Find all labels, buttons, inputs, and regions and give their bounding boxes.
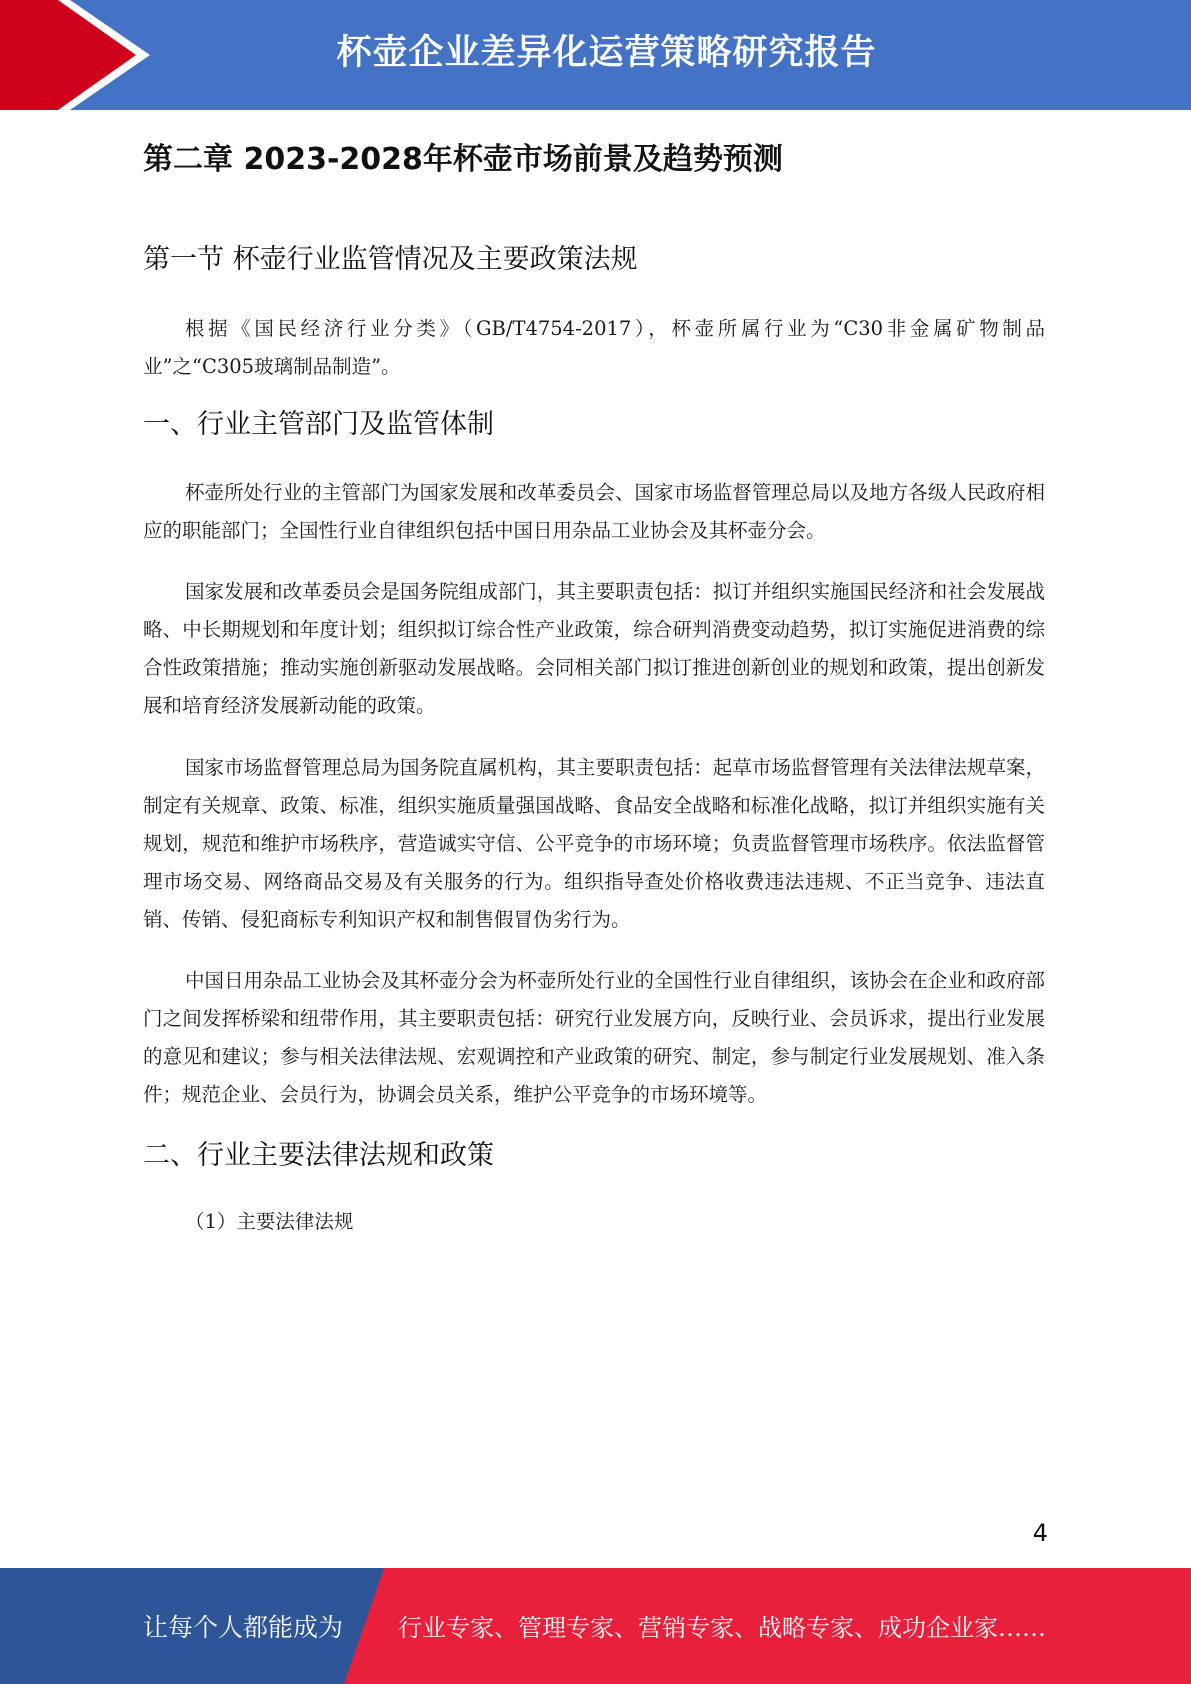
page-number: 4: [1032, 1519, 1048, 1547]
paragraph-authorities: 杯壶所处行业的主管部门为国家发展和改革委员会、国家市场监督管理总局以及地方各级人民政府相应的职能部门；全国性行业自律组织包括中国日用杂品工业协会及其杯壶分会。: [143, 481, 1045, 542]
paragraph-ndrc: 国家发展和改革委员会是国务院组成部门，其主要职责包括：拟订并组织实施国民经济和社会发展战略、中长期规划和年度计划；组织拟订综合性产业政策，综合研判消费变动趋势，拟订实施促进消费的综合性政策措施；推动实施创新驱动发展战略。会同相关部门拟订推进创新创业的规划和政策，提出创新发展和培育经济发展新动能的政策。: [143, 580, 1045, 717]
footer-slogan-left: 让每个人都能成为: [143, 1613, 344, 1642]
paragraph-association: 中国日用杂品工业协会及其杯壶分会为杯壶所处行业的全国性行业自律组织，该协会在企业和政府部门之间发挥桥梁和纽带作用，其主要职责包括：研究行业发展方向，反映行业、会员诉求，提出行业发展的意见和建议；参与相关法律法规、宏观调控和产业政策的研究、制定，参与制定行业发展规划、准入条件；规范企业、会员行为，协调会员关系，维护公平竞争的市场环境等。: [143, 969, 1045, 1106]
report-title: 杯壶企业差异化运营策略研究报告: [336, 33, 877, 73]
header-banner: [0, 0, 1191, 110]
heading-regulatory-authorities: 一、行业主管部门及监管体制: [143, 409, 494, 440]
list-item-main-laws: （1）主要法律法规: [185, 1210, 354, 1233]
intro-paragraph: 根据《国民经济行业分类》（GB/T4754-2017），杯壶所属行业为“C30非金属矿物制品业”之“C305玻璃制品制造”。: [143, 317, 1045, 378]
section-title: 第一节 杯壶行业监管情况及主要政策法规: [143, 244, 638, 275]
footer-slogan-right: 行业专家、管理专家、营销专家、战略专家、成功企业家……: [398, 1614, 1046, 1642]
paragraph-samr: 国家市场监督管理总局为国务院直属机构，其主要职责包括：起草市场监督管理有关法律法规草案，制定有关规章、政策、标准，组织实施质量强国战略、食品安全战略和标准化战略，拟订并组织实施有关规划，规范和维护市场秩序，营造诚实守信、公平竞争的市场环境；负责监督管理市场秩序。依法监督管理市场交易、网络商品交易及有关服务的行为。组织指导查处价格收费违法违规、不正当竞争、违法直销、传销、侵犯商标专利知识产权和制售假冒伪劣行为。: [143, 756, 1045, 931]
chapter-title: 第二章 2023-2028年杯壶市场前景及趋势预测: [143, 142, 783, 177]
heading-laws-policies: 二、行业主要法律法规和政策: [143, 1140, 494, 1171]
